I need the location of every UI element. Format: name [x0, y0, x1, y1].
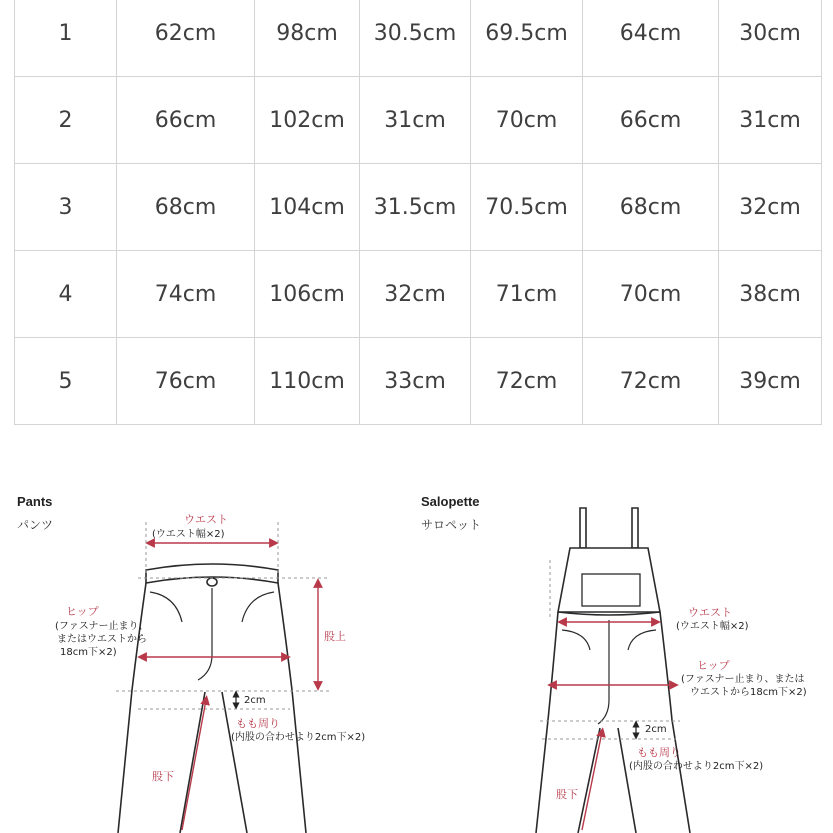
measurement-cell: 62cm: [117, 0, 255, 77]
measurement-cell: 76cm: [117, 338, 255, 425]
salopette-offset-label: 2cm: [645, 724, 667, 735]
size-number-cell: 3: [15, 164, 117, 251]
pants-rise-label: 股上: [324, 630, 346, 643]
size-number-cell: 1: [15, 0, 117, 77]
salopette-inseam-label: 股下: [556, 788, 578, 801]
salopette-waist-label: ウエスト: [688, 606, 732, 619]
measurement-cell: 31.5cm: [360, 164, 471, 251]
measurement-cell: 106cm: [255, 251, 360, 338]
measurement-cell: 32cm: [360, 251, 471, 338]
salopette-hip-label: ヒップ: [697, 659, 730, 672]
pants-hip-note-3: 18cm下×2): [60, 647, 117, 658]
salopette-thigh-label: もも周り: [637, 746, 681, 759]
measurement-cell: 74cm: [117, 251, 255, 338]
pants-hip-note-1: (ファスナー止まり、: [55, 621, 149, 632]
measurement-cell: 64cm: [583, 0, 719, 77]
measurement-cell: 33cm: [360, 338, 471, 425]
pants-thigh-label: もも周り: [236, 717, 280, 730]
pants-offset-label: 2cm: [244, 695, 266, 706]
measurement-cell: 70.5cm: [471, 164, 583, 251]
size-number-cell: 4: [15, 251, 117, 338]
pants-hip-note-2: またはウエストから: [57, 634, 147, 645]
measurement-cell: 68cm: [583, 164, 719, 251]
measurement-cell: 70cm: [471, 77, 583, 164]
salopette-hip-note-1: (ファスナー止まり、または: [681, 674, 805, 685]
pants-waist-label: ウエスト: [184, 513, 228, 526]
measurement-cell: 66cm: [117, 77, 255, 164]
measurement-cell: 30cm: [719, 0, 822, 77]
pants-drawing: [118, 564, 306, 833]
measurement-cell: 104cm: [255, 164, 360, 251]
size-number-cell: 5: [15, 338, 117, 425]
measurement-cell: 98cm: [255, 0, 360, 77]
measurement-cell: 68cm: [117, 164, 255, 251]
pants-subtitle: パンツ: [17, 518, 54, 532]
measurement-cell: 32cm: [719, 164, 822, 251]
salopette-waist-note: (ウエスト幅×2): [676, 621, 749, 632]
salopette-thigh-note: (内股の合わせより2cm下×2): [629, 761, 764, 772]
measurement-cell: 30.5cm: [360, 0, 471, 77]
measurement-cell: 72cm: [471, 338, 583, 425]
size-number-cell: 2: [15, 77, 117, 164]
measurement-cell: 70cm: [583, 251, 719, 338]
measurement-cell: 66cm: [583, 77, 719, 164]
measurement-cell: 31cm: [719, 77, 822, 164]
pants-hip-label: ヒップ: [66, 605, 99, 618]
pants-waist-note: (ウエスト幅×2): [152, 529, 225, 540]
pants-inseam-label: 股下: [152, 770, 174, 783]
measurement-cell: 38cm: [719, 251, 822, 338]
measurement-cell: 71cm: [471, 251, 583, 338]
pants-thigh-note: (内股の合わせより2cm下×2): [231, 732, 366, 743]
measurement-cell: 69.5cm: [471, 0, 583, 77]
salopette-hip-note-2: ウエストから18cm下×2): [690, 687, 807, 698]
salopette-title: Salopette: [421, 494, 480, 509]
salopette-drawing: [536, 508, 690, 833]
pants-title: Pants: [17, 494, 53, 509]
measurement-cell: 102cm: [255, 77, 360, 164]
measurement-cell: 39cm: [719, 338, 822, 425]
measurement-cell: 110cm: [255, 338, 360, 425]
measurement-cell: 72cm: [583, 338, 719, 425]
salopette-subtitle: サロペット: [421, 518, 482, 532]
measurement-cell: 31cm: [360, 77, 471, 164]
